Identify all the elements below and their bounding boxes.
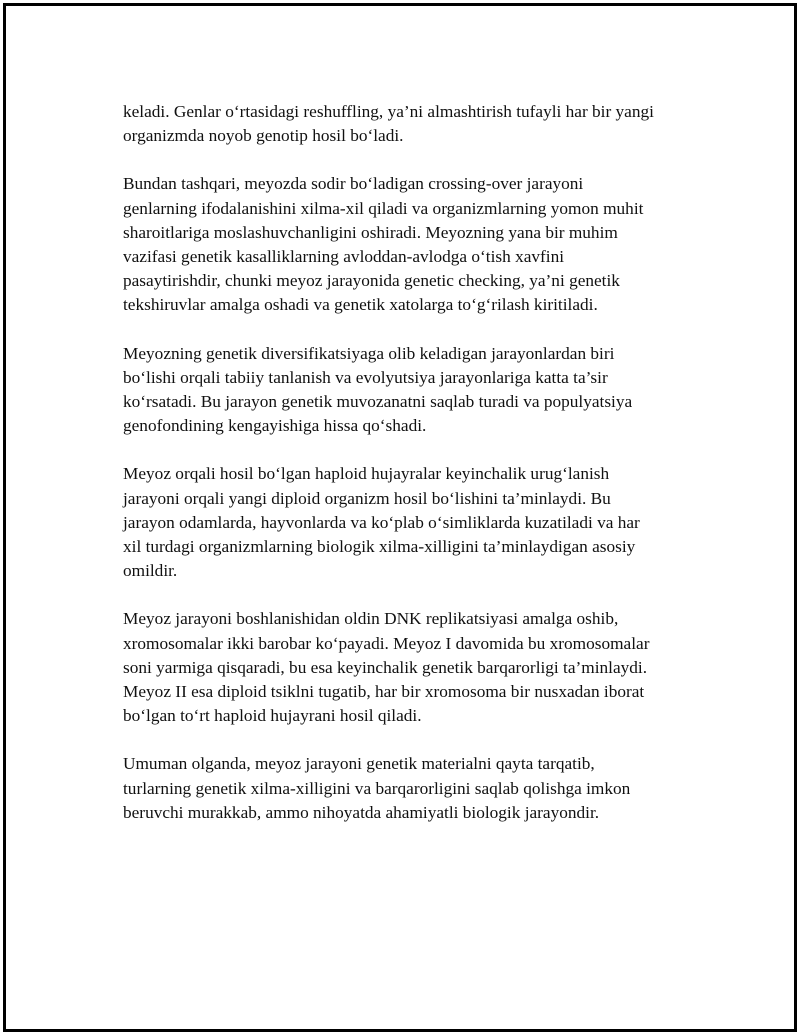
text-line: sharoitlariga moslashuvchanligini oshiradi. Meyozning yana bir muhim: [123, 222, 618, 242]
text-line: xil turdagi organizmlarning biologik xilma-xilligini ta’minlaydigan asosiy: [123, 537, 636, 557]
text-line: Umuman olganda, meyoz jarayoni genetik materialni qayta tarqatib,: [123, 754, 595, 774]
text-line: Meyoz II esa diploid tsiklni tugatib, har bir xromosoma bir nusxadan iborat: [123, 682, 645, 702]
text-line: Meyoz orqali hosil bo‘lgan haploid hujayralar keyinchalik urug‘lanish: [123, 464, 610, 484]
text-line: beruvchi murakkab, ammo nihoyatda ahamiyatli biologik jarayondir.: [123, 802, 600, 822]
text-line: omildir.: [123, 561, 178, 581]
paragraph-diversification: [123, 342, 703, 439]
text-line: Meyoz jarayoni boshlanishidan oldin DNK replikatsiyasi amalga oshib,: [123, 609, 619, 629]
text-line: genofondining kengayishiga hissa qo‘shadi.: [123, 416, 427, 436]
text-line: vazifasi genetik kasalliklarning avloddan-avlodga o‘tish xavfini: [123, 247, 565, 267]
text-line: pasaytirishdir, chunki meyoz jarayonida genetic checking, ya’ni genetik: [123, 271, 620, 291]
text-line: jarayoni orqali yangi diploid organizm hosil bo‘lishini ta’minlaydi. Bu: [123, 488, 611, 508]
paragraph-dna-replication: [123, 607, 703, 728]
paragraph-haploid-cells: [123, 462, 703, 583]
text-line: Bundan tashqari, meyozda sodir bo‘ladigan crossing-over jarayoni: [123, 174, 584, 194]
text-line: xromosomalar ikki barobar ko‘payadi. Meyoz I davomida bu xromosomalar: [123, 633, 650, 653]
text-line: tekshiruvlar amalga oshadi va genetik xatolarga to‘g‘rilash kiritiladi.: [123, 295, 598, 315]
text-line: bo‘lishi orqali tabiiy tanlanish va evolyutsiya jarayonlariga katta ta’sir: [123, 367, 608, 387]
text-line: organizmda noyob genotip hosil bo‘ladi.: [123, 126, 404, 146]
paragraph-genotype: [123, 100, 703, 148]
text-line: jarayon odamlarda, hayvonlarda va ko‘plab o‘simliklarda kuzatiladi va har: [123, 512, 640, 532]
paragraph-conclusion: [123, 752, 703, 825]
text-line: bo‘lgan to‘rt haploid hujayrani hosil qiladi.: [123, 706, 422, 726]
text-line: Meyozning genetik diversifikatsiyaga olib keladigan jarayonlardan biri: [123, 343, 615, 363]
paragraph-crossing-over: [123, 172, 703, 317]
page-border: [3, 3, 797, 1032]
text-line: keladi. Genlar o‘rtasidagi reshuffling, ya’ni almashtirish tufayli har bir yangi: [123, 102, 654, 121]
text-line: ko‘rsatadi. Bu jarayon genetik muvozanatni saqlab turadi va populyatsiya: [123, 392, 633, 412]
text-line: genlarning ifodalanishini xilma-xil qiladi va organizmlarning yomon muhit: [123, 198, 644, 218]
text-line: soni yarmiga qisqaradi, bu esa keyinchalik genetik barqarorligi ta’minlaydi.: [123, 657, 648, 677]
text-line: turlarning genetik xilma-xilligini va barqarorligini saqlab qolishga imkon: [123, 778, 631, 798]
document-body: [123, 100, 703, 849]
